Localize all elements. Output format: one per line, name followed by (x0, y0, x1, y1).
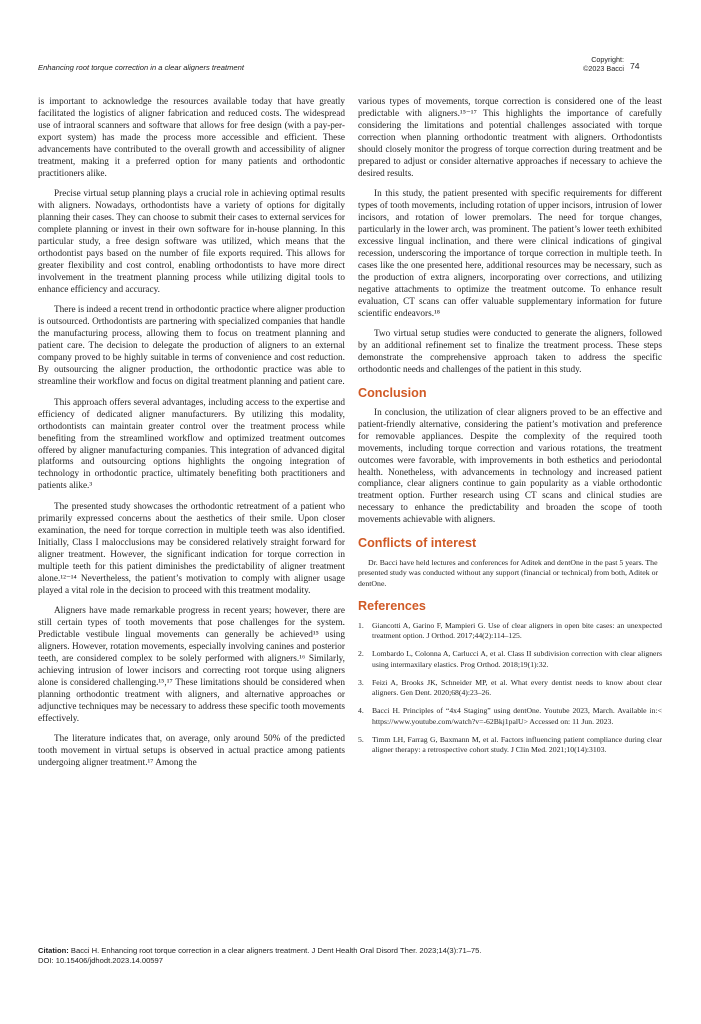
body-paragraph: The literature indicates that, on average, only around 50% of the predicted tooth movement in virtual setups is observed in actual practice among patients undergoing aligner treatment.¹⁷ Among the (38, 734, 345, 769)
conclusion-heading: Conclusion (358, 385, 427, 400)
right-column (358, 97, 662, 763)
reference-number: 2. (358, 649, 364, 659)
left-column (38, 97, 345, 779)
body-paragraph: There is indeed a recent trend in orthodontic practice where aligner production is outsourced. Orthodontists are partnering with specialized companies that handle the manufacturing process, allowing them to focus on treatment planning and patient care. The decision to delegate the production of aligners to an external company proved to be highly suitable in terms of convenience and cost reduction. By outsourcing the aligner production, the orthodontic practice was able to streamline their workflow and focus on digital treatment planning and patient care. (38, 305, 345, 388)
reference-text: Feizi A, Brooks JK, Schneider MP, et al. What every dentist needs to know about clear aligners. Gen Dent. 2020;68(4):23–26. (372, 677, 662, 698)
reference-item (358, 735, 662, 756)
reference-item (358, 649, 662, 670)
body-paragraph: Two virtual setup studies were conducted to generate the aligners, followed by an additional refinement set to finalize the treatment process. These steps demonstrate the comprehensive approach taken to address the specific orthodontic needs and challenges of the patient in this study. (358, 329, 662, 376)
reference-text: Lombardo L, Colonna A, Carlucci A, et al. Class II subdivision correction with clear aligners using intermaxilary elastics. Prog Orthod. 2018;19(1):32. (372, 649, 662, 669)
reference-item (358, 621, 662, 642)
doi-link[interactable]: DOI: 10.15406/jdhodt.2023.14.00597 (38, 956, 163, 966)
citation-footer (38, 946, 668, 966)
body-paragraph: In this study, the patient presented with specific requirements for different types of tooth movements, including rotation of upper incisors, intrusion of lower incisors, and rotation of lower premolars. The need for torque changes, particularly in the lower arch, was prominent. The patient’s lower teeth exhibited excessive lingual inclination, and there were clinical indications of gingival recession, underscoring the importance of torque correction in multiple teeth. In cases like the one presented here, additional resources may be necessary, such as the production of extra aligners, incorporating over corrections, and utilizing negative attachments to optimize the treatment outcome. To enhance result evaluation, CT scans can offer valuable supplementary information for future scientific endeavors.¹⁸ (358, 189, 662, 319)
reference-item (358, 706, 662, 727)
reference-item (358, 678, 662, 699)
body-paragraph: is important to acknowledge the resources available today that have greatly facilitated the logistics of aligner fabrication and reduced costs. The widespread use of intraoral scanners and software that allows for free design (with a pay-per-export system) has made the process more accessible and efficient. These advancements have contributed to the overall growth and accessibility of aligner treatment, making it a preferred option for many patients and orthodontic practitioners alike. (38, 97, 345, 179)
reference-number: 4. (358, 706, 364, 716)
running-title: Enhancing root torque correction in a clear aligners treatment (38, 63, 244, 72)
reference-list (358, 621, 662, 756)
citation-text: Bacci H. Enhancing root torque correction in a clear aligners treatment. J Dent Health Oral Disord Ther. 2023;14(3):71‒75. (68, 946, 482, 955)
body-paragraph: This approach offers several advantages, including access to the expertise and efficiency of dedicated aligner manufacturers. By utilizing this modality, orthodontists can maintain greater control over the treatment process while benefiting from the streamlined workflow and optimized treatment outcomes offered by aligner manufacturing companies. This integration of advanced digital platforms and outsourcing options highlights the ongoing integration of technology in orthodontic practice, ultimately benefiting both practitioners and patients alike.³ (38, 397, 345, 492)
citation-label: Citation: (38, 946, 69, 955)
reference-number: 5. (358, 734, 364, 744)
copyright-line-1: Copyright: (591, 55, 624, 64)
conflicts-paragraph: Dr. Bacci have held lectures and conferences for Aditek and dentOne in the past 5 years. The presented study was conducted without any support (financial or technical) from both, Aditek or dentOne. (358, 557, 659, 589)
body-paragraph: various types of movements, torque correction is considered one of the least predictable with aligners.¹⁵⁻¹⁷ This highlights the importance of carefully considering the limitations and potential challenges associated with torque correction when planning orthodontic treatment with aligners. Orthodontists should closely monitor the progress of torque correction during treatment and be prepared to adjust or consider alternative approaches if necessary to achieve the desired results. (358, 97, 662, 179)
reference-number: 3. (358, 677, 364, 687)
reference-text: Bacci H. Principles of “4x4 Staging” using dentOne. Youtube 2023, March. Available in:< https://www.youtube.com/watch?v=-62Bkj1palU> Accessed on: 11 Jun. 2023. (372, 706, 662, 726)
conflicts-heading: Conflicts of interest (358, 535, 477, 550)
reference-text: Giancotti A, Garino F, Mampieri G. Use of clear aligners in open bite cases: an unexpected treatment option. J Orthod. 2017;44(2):114–125. (372, 620, 662, 641)
body-paragraph: Precise virtual setup planning plays a crucial role in achieving optimal results with aligners. Nowadays, orthodontists have a variety of options for digitally planning their cases. They can choose to submit their cases to external services for complete planning or invest in their own software for in-house planning. In this particular study, a free design software was utilized, which means that the orthodontist pays based on the number of file exports required. This allows for greater flexibility and cost control, enabling orthodontists to have more direct involvement in the treatment planning process while utilizing digital tools to enhance efficiency and accuracy. (38, 189, 345, 295)
copyright-line-2: ©2023 Bacci (583, 64, 624, 73)
conclusion-paragraph: In conclusion, the utilization of clear aligners proved to be an effective and patient-friendly alternative, considering the patient’s motivation and preference for removable appliances. Despite the complexity of the required tooth movements, including torque correction and various rotations, the treatment outcomes were favorable, with improvements in both esthetics and periodontal health. Nonetheless, with advancements in technology and increased patient compliance, clear aligners continue to gain popularity as a viable orthodontic treatment option. Further research using CT scans and clinical studies are necessary to enhance the predictability and broaden the scope of tooth movements achievable with aligners. (358, 407, 662, 526)
reference-text: Timm LH, Farrag G, Baxmann M, et al. Factors influencing patient compliance during clear aligner therapy: a retrospective cohort study. J Clin Med. 2021;10(14):3103. (372, 734, 662, 755)
reference-number: 1. (358, 620, 364, 630)
citation-line (38, 946, 668, 956)
body-paragraph: The presented study showcases the orthodontic retreatment of a patient who primarily expressed concerns about the aesthetics of their smile. Upon closer examination, the need for torque correction in multiple teeth was also identified. Initially, Class I malocclusions may be considered relatively straight forward for aligner treatment. However, the significant indication for torque correction in multiple teeth for this patient diminishes the predictability of aligner treatment alone.¹²⁻¹⁴ Nevertheless, the patient’s motivation to comply with aligner usage played a vital role in the decision to proceed with this treatment modality. (38, 501, 345, 596)
page-number: 74 (630, 61, 640, 71)
references-heading: References (358, 598, 426, 613)
body-paragraph: Aligners have made remarkable progress in recent years; however, there are still certain types of tooth movements that pose challenges for the system. Predictable vestibule lingual movements can generally be achieved¹⁵ using aligners. However, rotation movements, especially involving canines and posterior teeth, are considered complex to be solely performed with aligners.¹⁶ Similarly, achieving intrusion of lower incisors and correcting root torque using aligners alone is considered challenging.¹⁵,¹⁷ These limitations should be considered when planning orthodontic treatment with aligners, and alternative approaches or adjunctive techniques may be necessary to address these specific tooth movements effectively. (38, 606, 345, 724)
copyright-notice (583, 55, 624, 73)
